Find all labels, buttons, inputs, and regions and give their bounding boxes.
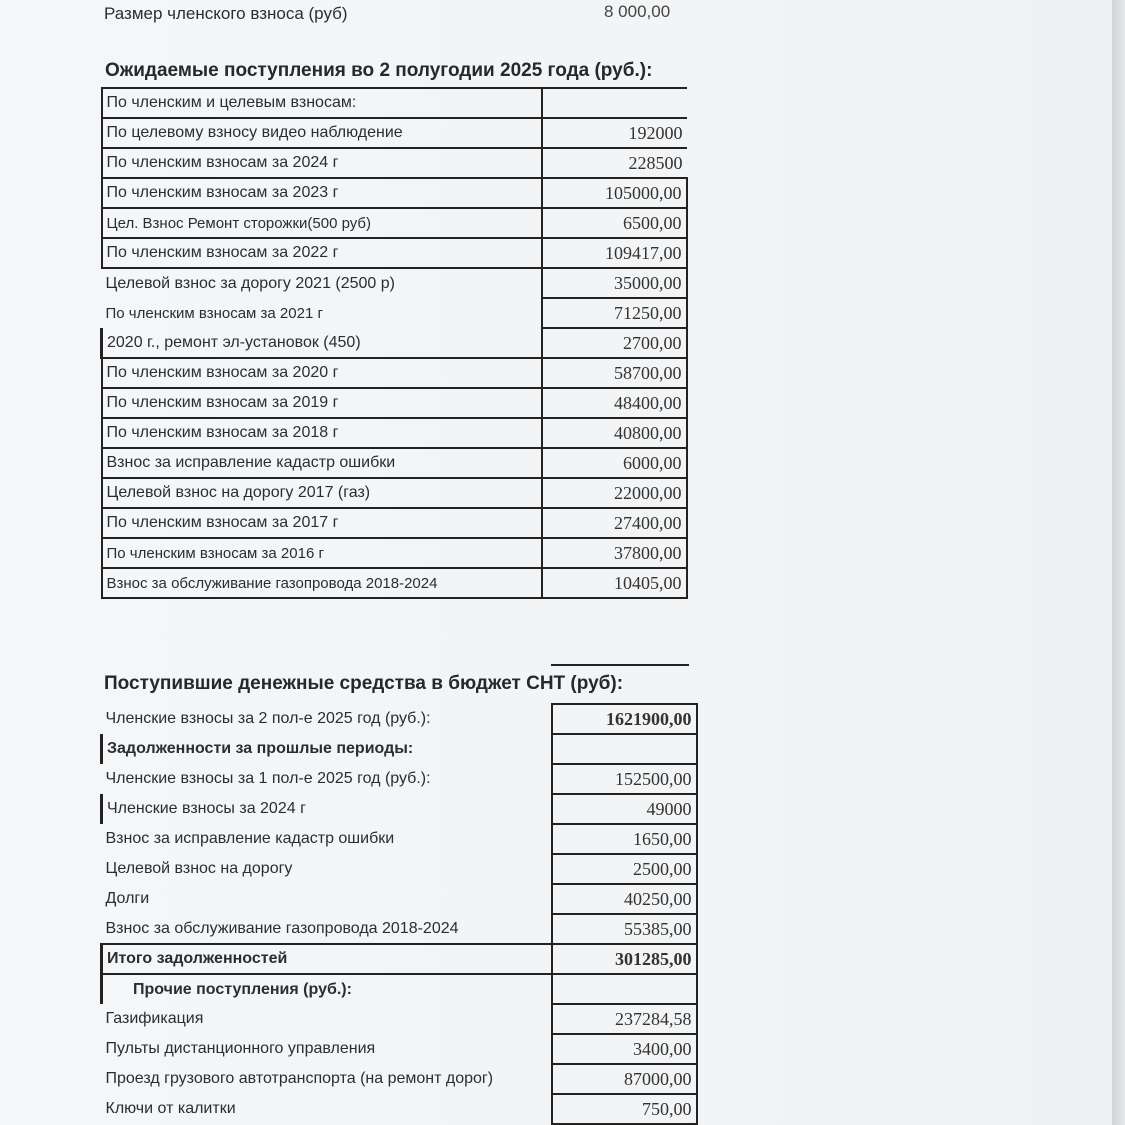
- row-label: Пульты дистанционного управления: [105, 1040, 376, 1057]
- row-value: 55385,00: [552, 914, 697, 944]
- row-value: [552, 974, 697, 1004]
- table-row: [102, 148, 687, 178]
- row-label: По членским взносам за 2024 г: [102, 148, 542, 178]
- row-value: 58700,00: [542, 358, 687, 388]
- table-row: [102, 568, 687, 598]
- row-value: 105000,00: [542, 178, 687, 208]
- row-value: 301285,00: [552, 944, 697, 974]
- row-value: 192000: [542, 118, 687, 148]
- row-label: По членским взносам за 2017 г: [102, 508, 542, 538]
- table-row: [102, 1094, 697, 1124]
- row-label: Ключи от калитки: [105, 1100, 236, 1117]
- row-label: Газификация: [105, 1010, 204, 1027]
- row-label: Взнос за обслуживание газопровода 2018-2024: [102, 568, 542, 598]
- table-row: [102, 358, 687, 388]
- table-row: [102, 794, 697, 824]
- received-funds-table: [100, 703, 698, 1125]
- table-row: [102, 538, 687, 568]
- table-row: [102, 1064, 697, 1094]
- table-row: [102, 118, 687, 148]
- table-row: [102, 734, 697, 764]
- membership-fee-value: 8 000,00: [604, 2, 671, 21]
- row-value: 3400,00: [552, 1034, 697, 1064]
- table-row: [102, 884, 697, 914]
- row-value: 228500: [542, 148, 687, 178]
- row-label: Целевой взнос на дорогу: [105, 860, 293, 877]
- row-value: 237284,58: [552, 1004, 697, 1034]
- expected-income-title: Ожидаемые поступления во 2 полугодии 2025 года (руб.):: [105, 60, 653, 81]
- table-row: [102, 854, 697, 884]
- row-value: 87000,00: [552, 1064, 697, 1094]
- row-value: 6000,00: [542, 448, 687, 478]
- row-value: 71250,00: [542, 298, 687, 328]
- table-row: [102, 944, 697, 974]
- table-row: [102, 298, 687, 328]
- row-value: 22000,00: [542, 478, 687, 508]
- divider: [551, 664, 689, 666]
- row-value: 27400,00: [542, 508, 687, 538]
- row-label: По членским взносам за 2022 г: [102, 238, 542, 268]
- row-label: Итого задолженностей: [102, 944, 552, 974]
- table-row: [102, 704, 697, 734]
- table-row: [102, 328, 687, 358]
- row-value: 152500,00: [552, 764, 697, 794]
- page-edge: [1112, 0, 1125, 1125]
- row-value: 35000,00: [542, 268, 687, 298]
- table-row: [102, 914, 697, 944]
- table-row: [102, 508, 687, 538]
- row-label: По членским взносам за 2018 г: [102, 418, 542, 448]
- row-value: 10405,00: [542, 568, 687, 598]
- row-label: Проезд грузового автотранспорта (на ремонт дорог): [105, 1070, 494, 1087]
- table-row: [102, 388, 687, 418]
- row-value: 40250,00: [552, 884, 697, 914]
- table-row: [102, 238, 687, 268]
- table-row: [102, 208, 687, 238]
- table-row: [102, 478, 687, 508]
- row-value: 40800,00: [542, 418, 687, 448]
- row-label: Прочие поступления (руб.):: [102, 974, 552, 1004]
- row-value: 6500,00: [542, 208, 687, 238]
- row-label: Целевой взнос за дорогу 2021 (2500 р): [102, 268, 542, 298]
- row-value: [542, 88, 687, 118]
- table-row: [102, 974, 697, 1004]
- table-row: [102, 1034, 697, 1064]
- row-label: Целевой взнос на дорогу 2017 (газ): [102, 478, 542, 508]
- row-label: Членские взносы за 2 пол-е 2025 год (руб.):: [105, 710, 431, 727]
- row-label: Задолженности за прошлые периоды:: [102, 734, 552, 764]
- table-row: [102, 448, 687, 478]
- row-value: 37800,00: [542, 538, 687, 568]
- row-value: 1621900,00: [552, 704, 697, 734]
- row-value: 48400,00: [542, 388, 687, 418]
- row-label: Цел. Взнос Ремонт сторожки(500 руб): [102, 208, 542, 238]
- row-value: 750,00: [552, 1094, 697, 1124]
- row-label: По членским и целевым взносам:: [102, 88, 542, 118]
- row-label: Взнос за обслуживание газопровода 2018-2024: [105, 919, 459, 937]
- row-label: Долги: [105, 890, 150, 907]
- row-label: По членским взносам за 2023 г: [102, 178, 542, 208]
- row-label: По целевому взносу видео наблюдение: [102, 118, 542, 148]
- table-row: [102, 268, 687, 298]
- row-value: 1650,00: [552, 824, 697, 854]
- row-label: Членские взносы за 1 пол-е 2025 год (руб.):: [105, 770, 431, 787]
- table-row: [102, 178, 687, 208]
- row-label: Взнос за исправление кадастр ошибки: [102, 448, 542, 478]
- row-value: 109417,00: [542, 238, 687, 268]
- row-label: Членские взносы за 2024 г: [102, 794, 552, 824]
- row-label: По членским взносам за 2020 г: [102, 358, 542, 388]
- row-value: [552, 734, 697, 764]
- received-funds-title: Поступившие денежные средства в бюджет СНТ (руб):: [104, 673, 624, 694]
- row-label: По членским взносам за 2019 г: [102, 388, 542, 418]
- row-value: 2500,00: [552, 854, 697, 884]
- table-row: [102, 824, 697, 854]
- row-value: 2700,00: [542, 328, 687, 358]
- membership-fee-label: Размер членского взноса (руб): [104, 4, 348, 23]
- table-row: [102, 88, 687, 118]
- expected-income-table: [100, 87, 688, 599]
- table-row: [102, 764, 697, 794]
- row-label: Взнос за исправление кадастр ошибки: [105, 830, 395, 847]
- table-row: [102, 1004, 697, 1034]
- row-label: По членским взносам за 2016 г: [102, 538, 542, 568]
- row-value: 49000: [552, 794, 697, 824]
- row-label: По членским взносам за 2021 г: [102, 298, 542, 328]
- table-row: [102, 418, 687, 448]
- row-label: 2020 г., ремонт эл-установок (450): [102, 328, 542, 358]
